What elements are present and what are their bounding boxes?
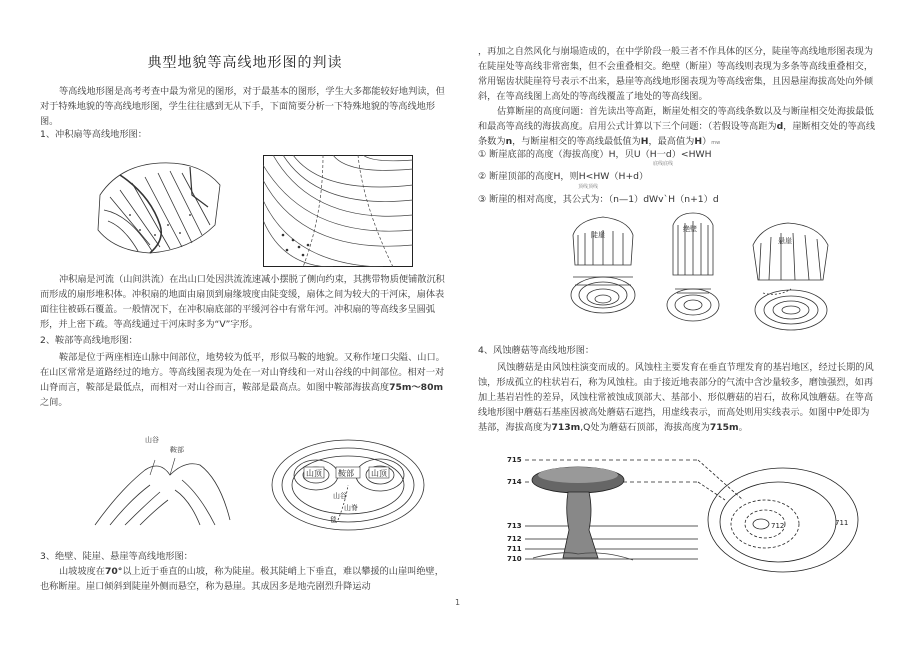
page-title: 典型地貌等高线地形图的判读 <box>147 55 343 71</box>
var-h-low: H <box>640 136 649 147</box>
base-altitude-value: 713m <box>551 422 581 433</box>
level-label-714: 714 <box>507 478 522 486</box>
section4-text-end: 。 <box>738 422 748 433</box>
formula-1-d: WH <box>695 149 712 160</box>
cliff-slope-value: 70° <box>104 566 123 577</box>
cliff-height-text-c: ，与断崖相交的等高线最低值为 <box>512 136 641 147</box>
alluvial-fan-sketch <box>90 155 235 260</box>
formula-1-c: 一d）<H <box>656 149 696 160</box>
tiny-note-mw: mw <box>711 140 721 146</box>
saddle-sketch <box>90 430 235 530</box>
section1-heading: 1、冲积扇等高线地形图： <box>40 129 147 140</box>
section2-body <box>40 350 450 410</box>
cliff-height-text-e: ，最高值为 <box>648 136 695 147</box>
alluvial-fan-contour-map <box>263 155 413 267</box>
map-label-ridge: 山脊 <box>344 504 358 512</box>
cliff-height-text: 估算断崖的高度问题：首先读出等高距，断崖处相交的等高线条数以及与断崖相交处海拔最低和最高等高线的海拔高度。启用公式计算以下三个问题：（若假设等高距为 <box>478 106 874 132</box>
level-label-711: 711 <box>507 545 522 553</box>
section4-text-mid: ,Q处为蘑菇石顶部，海拔高度为 <box>580 422 710 433</box>
cliff-diagrams <box>563 205 853 345</box>
tiny-note-2: 顶线顶线 <box>578 184 599 190</box>
intro-paragraph: 等高线地形图是高考考查中最为常见的图形，对于最基本的图形，学生大多都能较好地判读，但对于特殊地貌的等高线地形图，学生往往感到无从下手，下面简要分析一下特殊地貌的等高线地形图。 <box>40 86 445 127</box>
section2-text-end: 之间。 <box>40 397 68 408</box>
formula-2-a: ② 断崖顶部的高度H，则H <box>478 171 586 182</box>
cliff-paragraph: ，再加之自然风化与崩塌造成的，在中学阶段一般三者不作具体的区分，陡崖等高线地形图表现为在陡崖处等高线非常密集，但不会重叠相交。绝壁（断崖）等高线则表现为多条等高线重叠相交，常用锯齿状陡崖符号表示不出来，悬崖等高线地形图表现为等高线密集，且因悬崖海拔高处向外倾斜，在等高线图上高处的等高线覆盖了地处的等高线图。 <box>478 46 874 102</box>
map-label-left-peak: 山顶 <box>306 469 322 478</box>
label-precipice: 绝壁 <box>683 225 697 233</box>
section2-text: 鞍部是位于两座相连山脉中间部位，地势较为低平，形似马鞍的地貌。又称作垭口尖隘、山口。在山区常常是道路经过的地方。等高线图表现为处在一对山脊线和一对山谷线的中间部位。相对一对山脊而言，鞍部是最低点，而相对一对山谷而言，鞍部是最高点。如图中鞍部海拔高度 <box>40 352 445 393</box>
formula-2-b: <HW（H <box>585 171 626 182</box>
top-altitude-value: 715m <box>709 422 739 433</box>
map-label-saddle: 鞍部 <box>338 469 354 478</box>
mushroom-contours <box>698 460 858 572</box>
page-number: 1 <box>455 598 461 607</box>
level-label-712: 712 <box>507 535 522 543</box>
sketch-label-saddle: 鞍部 <box>170 446 184 454</box>
section3-body <box>40 564 450 594</box>
formula-1-b: ，贝U（H <box>615 149 657 160</box>
level-label-713: 713 <box>507 522 522 530</box>
cliff-height-paragraph <box>478 104 878 151</box>
map-label-valley: 山谷 <box>333 492 347 500</box>
section2-heading: 2、鞍部等高线地形图： <box>40 335 138 346</box>
formula-2 <box>478 169 878 184</box>
contour-label-711: 711 <box>835 519 849 527</box>
section3-heading: 3、绝壁、陡崖、悬崖等高线地形图： <box>40 551 193 562</box>
sketch-label-peak: 山谷 <box>145 436 159 444</box>
section3-text-end: 以上近于垂直的山坡，称为陡崖。极其陡峭上下垂直，难以攀援的山崖叫绝壁，也称断崖。崖口倾斜到陡崖外侧而悬空，称为悬崖。其成因多是地壳剧烈升降运动 <box>40 566 444 592</box>
mushroom-rock-diagram <box>503 450 873 590</box>
section4-heading: 4、风蚀蘑菇等高线地形图： <box>478 345 595 356</box>
tiny-note-1: 底线底线 <box>653 161 674 167</box>
contour-label-712: 712 <box>771 522 785 530</box>
label-overhang: 悬崖 <box>778 237 792 245</box>
saddle-contour-map <box>268 430 428 535</box>
var-h-high: H <box>694 136 703 147</box>
map-label-right-peak: 山顶 <box>371 469 387 478</box>
formula-2-c: +d） <box>625 171 649 182</box>
formula-3: ③ 断崖的相对高度，其公式为：（n—1）dWv`H（n+1）d <box>478 194 719 205</box>
label-steep-cliff: 陡崖 <box>591 231 605 239</box>
var-n: n <box>505 136 513 147</box>
cliff-height-text-end: ） <box>702 136 712 147</box>
saddle-altitude-value: 75m～80m <box>389 382 444 393</box>
map-label-mark: 毯 <box>330 516 337 524</box>
formula-1 <box>478 147 878 162</box>
section4-body <box>478 360 878 435</box>
mushroom-rock-sketch <box>532 467 633 560</box>
var-d: d <box>776 121 784 132</box>
cliff-height-text-b: ，崖断相交处的等高线条数为 <box>478 121 876 147</box>
formula-1-a: ① 断崖底部的高度（海拔高度）H <box>478 149 616 160</box>
level-label-715: 715 <box>507 456 522 464</box>
level-label-710: 710 <box>507 555 522 563</box>
section3-text: 山坡坡度在 <box>59 566 105 577</box>
section4-text: 风蚀蘑菇是由风蚀柱演变而成的。风蚀柱主要发育在垂直节理发育的基岩地区，经过长期的风蚀，形成孤立的柱状岩石，称为风蚀柱。由于接近地表部分的气流中含沙量较多，磨蚀强烈，如再加上基岩岩性的差异，风蚀柱常被蚀成顶部大、基部小、形似蘑菇的岩石，故称风蚀蘑菇。在等高线地形图中蘑菇石基座因被高处蘑菇石遮挡，用虚线表示，而高处则用实线表示。如图中P处即为基部，海拔高度为 <box>478 362 874 433</box>
section1-body: 冲积扇是河流（山间洪流）在出山口处因洪流流速减小摆脱了侧向约束，其携带物质便铺散沉积而形成的扇形堆积体。冲积扇的地面由扇顶到扇缘坡度由陡变缓，扇体之间为较大的干河床，扇体表面往往被砾石覆盖。一般情况下，在冲积扇底部的平缓河谷中有常年河。冲积扇的等高线多呈圆弧形，并上密下疏。等高线通过干河床时多为“V”字形。 <box>40 274 445 330</box>
